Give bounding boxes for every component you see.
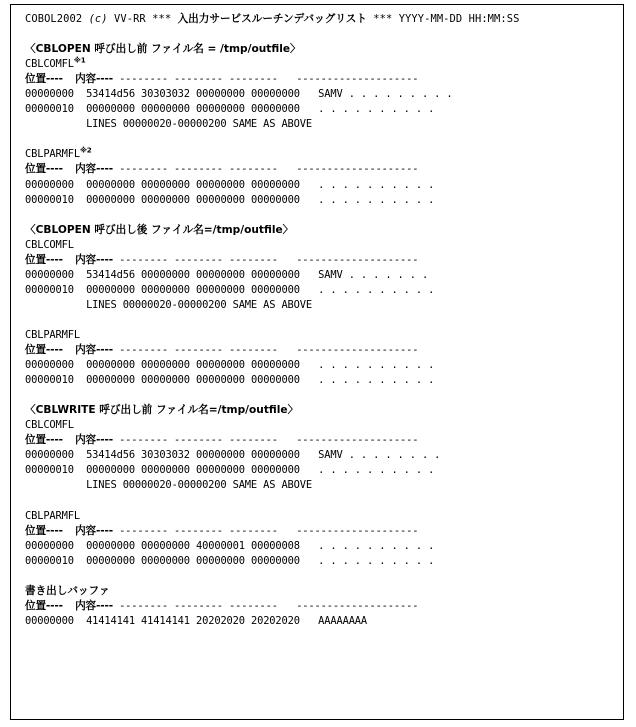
- column-header-row: 位置---- 内容---- -------- -------- -------- --------------------: [25, 599, 419, 612]
- report-header-line: [25, 12, 623, 27]
- hex-row: 00000000 00000000 00000000 00000000 00000000 . . . . . . . . . .: [25, 178, 435, 191]
- ascii-cell: . . . . . . . . . .: [318, 539, 435, 552]
- hex-row: 00000010 00000000 00000000 00000000 00000000 . . . . . . . . . .: [25, 283, 435, 296]
- column-header-row: 位置---- 内容---- -------- -------- -------- --------------------: [25, 73, 419, 86]
- stars-right: ***: [373, 13, 393, 25]
- ascii-cell: . . . . . . . . . .: [318, 283, 435, 296]
- report-version: VV-RR: [114, 13, 146, 25]
- block-name-cblcomfl: CBLCOMFL: [25, 238, 74, 251]
- ascii-cell: SAMV . . . . . . . .: [318, 449, 441, 462]
- ascii-cell: . . . . . . . . . .: [318, 374, 435, 387]
- spacer-line: [25, 27, 623, 42]
- column-header-row: 位置---- 内容---- -------- -------- -------- --------------------: [25, 524, 419, 537]
- block-name-cblcomfl: CBLCOMFL$^{※1}$: [25, 55, 86, 71]
- spacer-line: [25, 388, 623, 403]
- ascii-cell: . . . . . . . . . .: [318, 193, 435, 206]
- column-header-row: 位置---- 内容---- -------- -------- -------- --------------------: [25, 253, 419, 266]
- section-heading-cblwrite-before: 〈CBLWRITE 呼び出し前 ファイル名=/tmp/outfile〉: [25, 404, 299, 417]
- report-title: 入出力サービスルーチンデバッグリスト: [177, 13, 367, 25]
- ascii-cell: AAAAAAAA: [318, 614, 368, 627]
- continuation-row: LINES 00000020-00000200 SAME AS ABOVE: [86, 479, 312, 492]
- spacer-line: [25, 132, 623, 147]
- hex-row: 00000010 00000000 00000000 00000000 00000000 . . . . . . . . . .: [25, 193, 435, 206]
- hex-row: 00000010 00000000 00000000 00000000 00000000 . . . . . . . . . .: [25, 374, 435, 387]
- section-heading-cblopen-after: 〈CBLOPEN 呼び出し後 ファイル名=/tmp/outfile〉: [25, 223, 294, 236]
- block-name-cblparmfl: CBLPARMFL: [25, 509, 80, 522]
- block-name-write-buffer: 書き出しバッファ: [25, 584, 110, 597]
- report-time: HH:MM:SS: [468, 13, 520, 25]
- ascii-cell: . . . . . . . . . .: [318, 554, 435, 567]
- hex-row: 00000010 00000000 00000000 00000000 00000000 . . . . . . . . . .: [25, 554, 435, 567]
- debug-listing-window: [10, 4, 624, 720]
- report-date: YYYY-MM-DD: [398, 13, 463, 25]
- spacer-line: [25, 569, 623, 584]
- hex-row: 00000010 00000000 00000000 00000000 00000000 . . . . . . . . . .: [25, 103, 435, 116]
- copyright-mark: (c): [88, 13, 108, 25]
- block-name-cblparmfl: CBLPARMFL: [25, 328, 80, 341]
- hex-row: 00000000 53414d56 00000000 00000000 00000000 SAMV . . . . . . .: [25, 268, 429, 281]
- ascii-cell: . . . . . . . . . .: [318, 464, 435, 477]
- stars-left: ***: [152, 13, 172, 25]
- report-product: COBOL2002: [25, 13, 83, 25]
- spacer-line: [25, 494, 623, 509]
- section-heading-cblopen-before: 〈CBLOPEN 呼び出し前 ファイル名 = /tmp/outfile〉: [25, 43, 301, 56]
- spacer-line: [25, 208, 623, 223]
- column-header-row: 位置---- 内容---- -------- -------- -------- --------------------: [25, 163, 419, 176]
- column-header-row: 位置---- 内容---- -------- -------- -------- --------------------: [25, 434, 419, 447]
- footnote-marker: ※1: [73, 55, 86, 65]
- ascii-cell: SAMV . . . . . . .: [318, 268, 429, 281]
- column-header-row: 位置---- 内容---- -------- -------- -------- --------------------: [25, 344, 419, 357]
- hex-row: 00000000 41414141 41414141 20202020 20202020 AAAAAAAA: [25, 614, 368, 627]
- listing-content: [11, 5, 623, 629]
- hex-row: 00000010 00000000 00000000 00000000 00000000 . . . . . . . . . .: [25, 464, 435, 477]
- hex-row: 00000000 00000000 00000000 00000000 00000000 . . . . . . . . . .: [25, 359, 435, 372]
- spacer-line: [25, 313, 623, 328]
- ascii-cell: . . . . . . . . . .: [318, 178, 435, 191]
- hex-row: 00000000 00000000 00000000 40000001 00000008 . . . . . . . . . .: [25, 539, 435, 552]
- hex-row: 00000000 53414d56 30303032 00000000 00000000 SAMV . . . . . . . .: [25, 449, 441, 462]
- block-name-cblparmfl: CBLPARMFL$^{※2}$: [25, 145, 92, 161]
- footnote-marker: ※2: [79, 145, 92, 155]
- continuation-row: LINES 00000020-00000200 SAME AS ABOVE: [86, 298, 312, 311]
- hex-row: 00000000 53414d56 30303032 00000000 00000000 SAMV . . . . . . . . .: [25, 88, 453, 101]
- ascii-cell: . . . . . . . . . .: [318, 359, 435, 372]
- ascii-cell: . . . . . . . . . .: [318, 103, 435, 116]
- ascii-cell: SAMV . . . . . . . . .: [318, 88, 453, 101]
- block-name-cblcomfl: CBLCOMFL: [25, 419, 74, 432]
- continuation-row: LINES 00000020-00000200 SAME AS ABOVE: [86, 118, 312, 131]
